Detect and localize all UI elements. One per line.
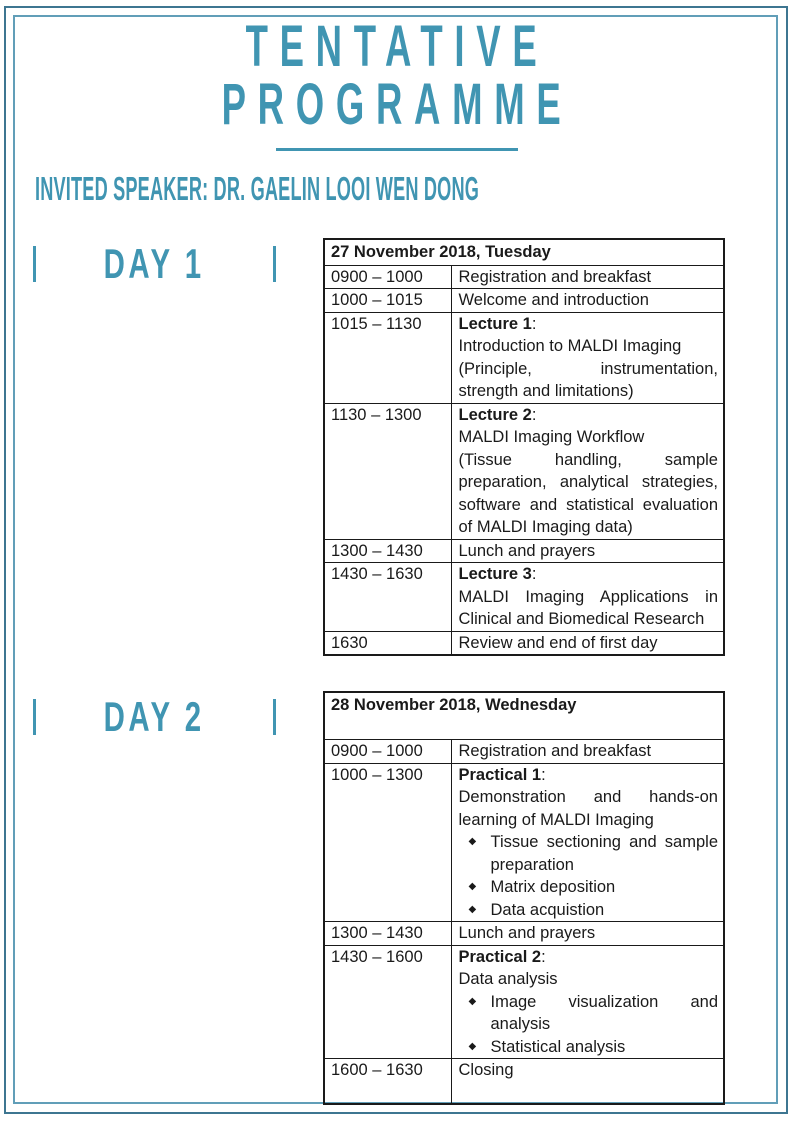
bullet-item-text: Tissue sectioning and sample preparation xyxy=(490,833,718,874)
activity-cell xyxy=(451,265,724,289)
activity-text: Closing xyxy=(458,1061,514,1079)
bullet-item-text: Image visualization and analysis xyxy=(490,992,718,1033)
activity-text: (Principle, instrumentation, strength and limitations) xyxy=(458,359,718,400)
day-2-label: DAY 2 xyxy=(103,693,205,740)
bullet-item xyxy=(469,899,719,922)
activity-text: MALDI Imaging Workflow xyxy=(458,428,645,446)
activity-text: (Tissue handling, sample preparation, analytical strategies, software and statistical evaluation of MALDI Imaging data) xyxy=(458,450,718,536)
day-2-label-block xyxy=(0,691,323,740)
table-row xyxy=(324,403,724,539)
table-date-header: 27 November 2018, Tuesday xyxy=(324,239,724,265)
table-row xyxy=(324,265,724,289)
table-row xyxy=(324,922,724,946)
activity-text: Registration and breakfast xyxy=(458,267,652,286)
time-slot-cell: 1430 – 1600 xyxy=(324,945,451,1059)
activity-text: Demonstration and hands-on learning of MALDI Imaging xyxy=(458,788,718,829)
activity-text: Data analysis xyxy=(458,970,558,988)
bullet-item-text: Data acquistion xyxy=(490,900,605,919)
activity-cell xyxy=(451,740,724,764)
day-1-left-bar xyxy=(33,246,36,282)
diamond-bullet-icon: ◆ xyxy=(468,995,477,1007)
time-slot-cell: 1300 – 1430 xyxy=(324,539,451,563)
day-1-schedule-table xyxy=(323,238,725,656)
page-title-line-1: TENTATIVE xyxy=(245,14,549,79)
table-header-row xyxy=(324,239,724,265)
activity-text: Introduction to MALDI Imaging xyxy=(458,337,682,355)
activity-text: Registration and breakfast xyxy=(458,742,652,760)
day-2-right-bar xyxy=(273,699,276,735)
bullet-item xyxy=(469,876,719,899)
time-slot-cell: 1300 – 1430 xyxy=(324,922,451,946)
activity-text: Lunch and prayers xyxy=(458,924,596,942)
activity-cell xyxy=(451,763,724,922)
diamond-bullet-icon: ◆ xyxy=(468,836,477,847)
table-row xyxy=(324,945,724,1059)
day-2-section xyxy=(0,691,794,1105)
day-1-label-block xyxy=(0,238,323,287)
time-slot-cell: 1430 – 1630 xyxy=(324,563,451,632)
activity-title: Practical 1: xyxy=(458,765,546,784)
time-slot-cell: 1600 – 1630 xyxy=(324,1059,451,1105)
bullet-item-text: Statistical analysis xyxy=(490,1037,626,1056)
activity-title: Practical 2: xyxy=(458,947,546,966)
page-title xyxy=(0,14,794,137)
diamond-bullet-icon: ◆ xyxy=(468,1040,477,1052)
invited-speaker-line: INVITED SPEAKER: DR. GAELIN LOOI WEN DONG xyxy=(35,170,480,207)
bullet-item-text: Matrix deposition xyxy=(490,878,616,896)
table-row xyxy=(324,740,724,764)
table-header-row xyxy=(324,692,724,740)
activity-cell xyxy=(451,1059,724,1105)
activity-cell xyxy=(451,922,724,946)
time-slot-cell: 1630 xyxy=(324,631,451,655)
activity-cell xyxy=(451,539,724,563)
day-1-section xyxy=(0,238,794,656)
table-row xyxy=(324,563,724,632)
time-slot-cell: 0900 – 1000 xyxy=(324,740,451,764)
activity-text: Lunch and prayers xyxy=(458,541,596,560)
table-row xyxy=(324,312,724,403)
table-date-header: 28 November 2018, Wednesday xyxy=(324,692,724,740)
day-2-schedule-table xyxy=(323,691,725,1105)
time-slot-cell: 0900 – 1000 xyxy=(324,265,451,289)
diamond-bullet-icon: ◆ xyxy=(468,881,477,892)
table-row xyxy=(324,539,724,563)
activity-title: Lecture 1: xyxy=(458,314,537,333)
activity-text: MALDI Imaging Applications in Clinical and Biomedical Research xyxy=(458,587,718,628)
day-1-right-bar xyxy=(273,246,276,282)
bullet-item xyxy=(469,991,719,1036)
day-2-left-bar xyxy=(33,699,36,735)
title-underline xyxy=(276,148,518,151)
activity-cell xyxy=(451,289,724,313)
time-slot-cell: 1130 – 1300 xyxy=(324,403,451,539)
activity-title: Lecture 3: xyxy=(458,565,537,583)
activity-cell xyxy=(451,563,724,632)
activity-cell xyxy=(451,945,724,1059)
table-row xyxy=(324,763,724,922)
time-slot-cell: 1015 – 1130 xyxy=(324,312,451,403)
page-title-line-2: PROGRAMME xyxy=(221,72,573,137)
bullet-item xyxy=(469,831,719,876)
activity-text: Review and end of first day xyxy=(458,633,658,652)
activity-text: Welcome and introduction xyxy=(458,291,649,309)
activity-cell xyxy=(451,631,724,655)
table-row xyxy=(324,289,724,313)
day-1-label: DAY 1 xyxy=(103,240,205,287)
table-row xyxy=(324,631,724,655)
table-row xyxy=(324,1059,724,1105)
bullet-item xyxy=(469,1036,719,1059)
activity-cell xyxy=(451,403,724,539)
activity-cell xyxy=(451,312,724,403)
activity-title: Lecture 2: xyxy=(458,405,537,424)
diamond-bullet-icon: ◆ xyxy=(468,903,477,915)
time-slot-cell: 1000 – 1015 xyxy=(324,289,451,313)
time-slot-cell: 1000 – 1300 xyxy=(324,763,451,922)
